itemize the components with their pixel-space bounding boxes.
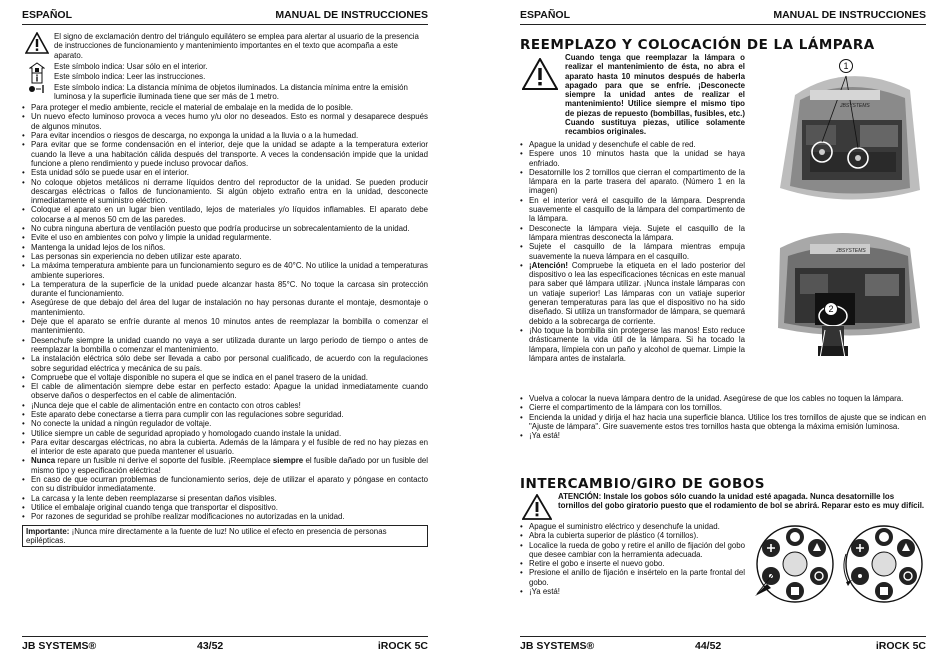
minimum-distance-icon	[24, 83, 50, 97]
list-item: • ¡No toque la bombilla sin protegerse las manos! Esto reduce drásticamente la vida útil de la lámpara. Si ha tocado la lámpara, límpiela con un paño y alcohol de quemar. Limpie la lámpara antes de instalarla.	[520, 326, 745, 363]
list-item: • Coloque el aparato en un lugar bien ventilado, lejos de materiales y/o líquidos inflamables. El aparato debe colocarse a al menos 50 cm de las paredes.	[22, 205, 428, 224]
gobo-section-title: INTERCAMBIO/GIRO DE GOBOS	[520, 476, 766, 492]
list-item: • Desenchufe siempre la unidad cuando no vaya a ser utilizada durante un largo periodo de tiempo o antes de reemplazar la bombilla o comenzar el mantenimiento.	[22, 336, 428, 355]
safety-instructions	[22, 32, 428, 547]
lamp-steps	[520, 140, 745, 363]
footer-brand: JB SYSTEMS®	[22, 640, 97, 652]
list-item: • Para proteger el medio ambiente, recicle el material de embalaje en la medida de lo posible.	[22, 103, 428, 112]
list-item: • La instalación eléctrica sólo debe ser llevada a cabo por personal cualificado, de acuerdo con la regulaciones sobre seguridad eléctrica y mecánica de su país.	[22, 354, 428, 373]
attention-label: ¡Atención!	[529, 260, 569, 270]
footer-page-number: 43/52	[197, 640, 224, 652]
header-rule	[520, 24, 926, 25]
list-item: • Desconecte la lámpara vieja. Sujete el casquillo de la lámpara mientras desconecta la lámpara.	[520, 224, 745, 243]
device-rear-photo-1	[770, 60, 926, 210]
fuse-text-1: repare un fusible ni derive el soporte del fusible. ¡Reemplace	[55, 456, 273, 466]
page-44	[520, 0, 926, 659]
device-rear-photo-2	[770, 218, 926, 368]
attention-paragraph	[520, 261, 745, 326]
list-item: • Desatornille los 2 tornillos que cierran el compartimento de la lámpara en la parte trasera del aparato. (Número 1 en la imagen)	[520, 168, 745, 196]
footer-model: iROCK 5C	[875, 640, 926, 652]
lamp-steps-continued	[520, 394, 926, 440]
gobo-step-list	[520, 522, 745, 596]
gobo-wheel-illustration	[753, 524, 926, 604]
list-item: • En el interior verá el casquillo de la lámpara. Desprenda suavemente el casquillo de la lámpara del compartimento de la lámpara.	[520, 196, 745, 224]
list-item: • La temperatura de la superficie de la unidad puede alcanzar hasta 85°C. No toque la carcasa sin protección durante el funcionamiento.	[22, 280, 428, 299]
list-item: • La máxima temperatura ambiente para un funcionamiento seguro es de 40°C. No utilice la unidad a temperaturas ambiente superiores.	[22, 261, 428, 280]
header-manual-title: MANUAL DE INSTRUCCIONES	[773, 9, 926, 21]
list-item: • No conecte la unidad a ningún regulador de voltaje.	[22, 419, 428, 428]
page-header	[520, 9, 926, 22]
symbol-distance-text: Este símbolo indica: La distancia mínima de objetos iluminados. La distancia mínima entre la emisión luminosa y la superficie iluminada tiene que ser más de 1 metro.	[54, 83, 408, 102]
list-item: • Asegúrese de que debajo del área del lugar de instalación no hay personas durante el montaje, desmontaje o mantenimiento.	[22, 298, 428, 317]
list-item: • El cable de alimentación siempre debe estar en perfecto estado: Apague la unidad inmediatamente cuando observe daños o desperfectos en el cable de alimentación.	[22, 382, 428, 401]
list-item: • No cubra ninguna abertura de ventilación puesto que podría producirse un sobrecalentamiento de la unidad.	[22, 224, 428, 233]
page-footer	[22, 640, 428, 653]
list-item: • Utilice el embalaje original cuando tenga que transportar el dispositivo.	[22, 503, 428, 512]
important-notice-box	[22, 525, 428, 548]
callout-2: 2	[824, 302, 838, 316]
page-43	[22, 0, 428, 659]
lamp-section-title: REEMPLAZO Y COLOCACIÓN DE LA LÁMPARA	[520, 37, 875, 53]
emphasis-never: Nunca	[31, 456, 56, 466]
symbol-read-text: Este símbolo indica: Leer las instrucciones.	[54, 72, 206, 82]
footer-page-number: 44/52	[695, 640, 722, 652]
list-item: • Sujete el casquillo de la lámpara mientras empuja suavemente la nueva lámpara en el casquillo.	[520, 242, 745, 261]
lamp-step-list-2	[520, 394, 926, 440]
list-item: • Las personas sin experiencia no deben utilizar este aparato.	[22, 252, 428, 261]
gobo-warning-text	[520, 492, 926, 511]
list-item: • Utilice siempre un cable de seguridad apropiado y homologado cuando instale la unidad.	[22, 429, 428, 438]
list-item: • No coloque objetos metálicos ni derrame líquidos dentro del reproductor de la unidad. Se pueden producir descargas eléctricas o fallos de funcionamiento. Si algún objeto extraño entra en la unidad, desconecte inmediatamente el suministro eléctrico.	[22, 178, 428, 206]
footer-model: iROCK 5C	[377, 640, 428, 652]
list-item: • Compruebe que el voltaje disponible no supera el que se indica en el panel trasero de la unidad.	[22, 373, 428, 382]
list-item: • Cierre el compartimento de la lámpara con los tornillos.	[520, 403, 926, 412]
list-item: • ¡Ya está!	[520, 431, 926, 440]
lamp-warning-paragraph: Cuando tenga que reemplazar la lámpara o realizar el mantenimiento de ésta, no abra el aparato hasta 10 minutos después de haberla apagado para que se enfríe. ¡Desconecte siempre la unidad antes de realizar el mantenimiento! Utilice siempre el mismo tipo de piezas de repuesto (bombillas, fusibles, etc.) Cuando sustituya piezas, utilice solamente recambios originales.	[565, 53, 745, 137]
list-item: • Apague la unidad y desenchufe el cable de red.	[520, 140, 745, 149]
header-language: ESPAÑOL	[520, 9, 570, 21]
symbol-distance-row	[22, 83, 428, 102]
header-language: ESPAÑOL	[22, 9, 72, 21]
list-item: • Abra la cubierta superior de plástico (4 tornillos).	[520, 531, 745, 540]
footer-rule	[520, 636, 926, 637]
list-item: • Espere unos 10 minutos hasta que la unidad se haya enfriado.	[520, 149, 745, 168]
gobo-steps	[520, 522, 745, 596]
list-item: • En caso de que ocurran problemas de funcionamiento serios, deje de utilizar el aparato y póngase en contacto con su distribuidor inmediatamente.	[22, 475, 428, 494]
gobo-wheel-right	[844, 526, 922, 602]
symbol-indoor-row	[22, 62, 428, 71]
list-item: • Este aparato debe conectarse a tierra para cumplir con las regulaciones sobre seguridad.	[22, 410, 428, 419]
list-item: • Para evitar descargas eléctricas, no abra la cubierta. Además de la lámpara y el fusible de red no hay piezas en el interior de este aparato que pueda mantener el usuario.	[22, 438, 428, 457]
symbol-warning-text: El signo de exclamación dentro del triángulo equilátero se emplea para alertar al usuario de la presencia de instrucciones de funcionamiento y mantenimiento importantes en el texto que acompaña a este aparato.	[54, 32, 419, 60]
list-item: • Deje que el aparato se enfríe durante al menos 10 minutos antes de reemplazar la bombilla o comenzar el mantenimiento.	[22, 317, 428, 336]
callout-1: 1	[839, 59, 853, 73]
important-label: Importante:	[26, 526, 70, 536]
list-item: • Presione el anillo de fijación e insértelo en la parte frontal del gobo.	[520, 568, 745, 587]
list-item: • Encienda la unidad y dirija el haz hacia una superficie blanca. Utilice los tres tornillos de ajuste que se indican en "Ajuste de lámpara". Gire suavemente estos tres tornillos hasta que obtenga la máxima emisión luminosa.	[520, 413, 926, 432]
gobo-wheel-left	[755, 526, 833, 602]
list-item: • Un nuevo efecto luminoso provoca a veces humo y/u olor no deseados. Esto es normal y desaparece después de algunos minutos.	[22, 112, 428, 131]
list-item: • Mantenga la unidad lejos de los niños.	[22, 243, 428, 252]
list-item: • Evite el uso en ambientes con polvo y limpie la unidad regularmente.	[22, 233, 428, 242]
symbol-warning-row	[22, 32, 428, 60]
list-item: • ¡Ya está!	[520, 587, 745, 596]
brand-label: JBSYSTEMS	[840, 103, 870, 109]
footer-brand: JB SYSTEMS®	[520, 640, 595, 652]
list-item: • Para evitar incendios o riesgos de descarga, no exponga la unidad a la lluvia o a la humedad.	[22, 131, 428, 140]
list-item: • Por razones de seguridad se prohíbe realizar modificaciones no autorizadas en la unidad.	[22, 512, 428, 521]
footer-rule	[22, 636, 428, 637]
symbol-read-row	[22, 72, 428, 81]
safety-bullet-list	[22, 103, 428, 521]
list-item: • Retire el gobo e inserte el nuevo gobo.	[520, 559, 745, 568]
list-item: • ¡Nunca deje que el cable de alimentación entre en contacto con otros cables!	[22, 401, 428, 410]
header-rule	[22, 24, 428, 25]
gobo-warning-paragraph: ATENCIÓN: Instale los gobos sólo cuando la unidad esté apagada. Nunca desatornille los tornillos del gobo giratorio puesto que el rodamiento de bol se abrirá. Reparar esto es muy difícil.	[558, 492, 925, 511]
header-manual-title: MANUAL DE INSTRUCCIONES	[275, 9, 428, 21]
list-item: • Esta unidad sólo se puede usar en el interior.	[22, 168, 428, 177]
brand-label: JBSYSTEMS	[836, 248, 866, 254]
page-header	[22, 9, 428, 22]
symbol-indoor-text: Este símbolo indica: Usar sólo en el interior.	[54, 61, 208, 71]
important-text: ¡Nunca mire directamente a la fuente de luz! No utilice el efecto en presencia de personas epilépticas.	[26, 526, 387, 545]
list-item: • Vuelva a colocar la nueva lámpara dentro de la unidad. Asegúrese de que los cables no toquen la lámpara.	[520, 394, 926, 403]
attention-text: Compruebe la etiqueta en el lado posterior del dispositivo o lea las especificaciones técnicas en este manual para saber qué lámpara utilizar. ¡Nunca instale lámparas con un vatiaje superior! Las lámparas con un vatiaje superior generan temperaturas para las que el dispositivo no ha sido diseñado. Si utiliza un transformador de lámpara, se quemará debido a la sobrecarga de corriente.	[529, 260, 745, 326]
list-item: • Localice la rueda de gobo y retire el anillo de fijación del gobo que desee cambiar con la herramienta adecuada.	[520, 541, 745, 560]
list-item: • Para evitar que se forme condensación en el interior, deje que la unidad se adapte a la temperatura exterior cuando la lleve a una habitación cálida después del transporte. A veces la condensación impide que la unidad funcione a pleno rendimiento y puede incluso provocar daños.	[22, 140, 428, 168]
fuse-list-item	[22, 456, 428, 475]
lamp-warning-text	[520, 53, 745, 137]
emphasis-always: siempre	[272, 456, 304, 466]
exclamation-triangle-icon	[24, 32, 50, 56]
lamp-step-list	[520, 140, 745, 363]
fuse-text-2: el fusible dañado por un fusible del mismo tipo y especificación eléctrica!	[31, 456, 428, 475]
list-item: • Apague el suministro eléctrico y desenchufe la unidad.	[520, 522, 745, 531]
list-item: • La carcasa y la lente deben reemplazarse si presentan daños visibles.	[22, 494, 428, 503]
page-footer	[520, 640, 926, 653]
